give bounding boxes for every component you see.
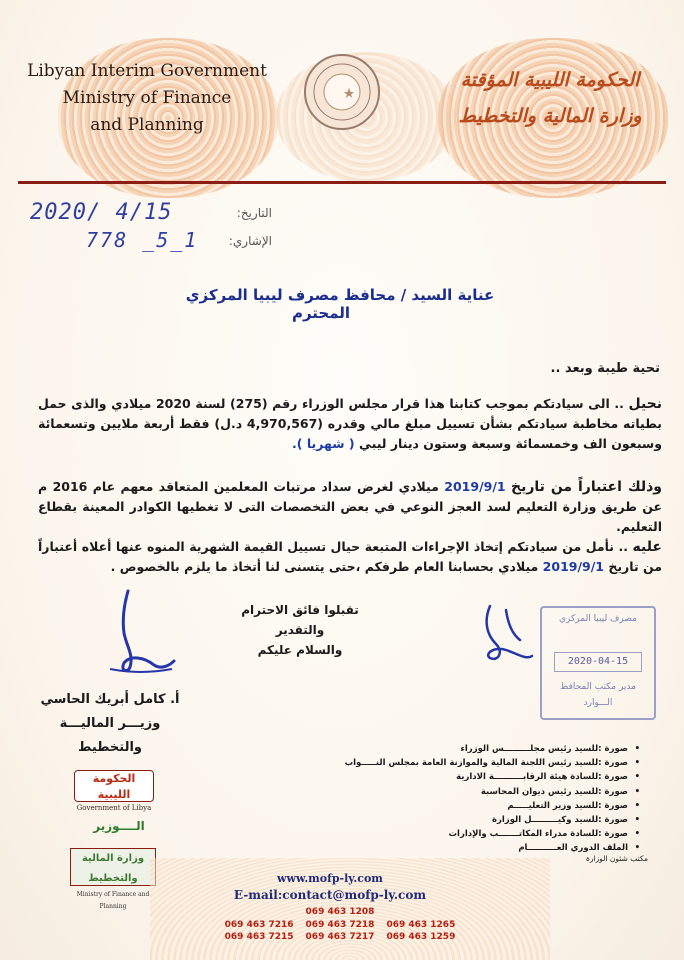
p3-date: 2019/9/1 [538,559,609,574]
phone-numbers [220,906,460,944]
p1-lead: نحيل [628,396,663,412]
cc-item: • صورة :للسيد رئيس ديوان المحاسبة [318,785,640,799]
received-stamp [540,606,656,720]
closing-line2: والسلام عليكم [257,643,343,657]
phone-number: 069 463 1259 [386,932,456,942]
phone-number: 069 463 7218 [305,919,375,930]
handwritten-reference: 778 _5_1 [86,228,199,252]
p1-end: ( شهريا ). [292,436,355,451]
header-en-line3: and Planning [90,115,204,135]
cc-item: • صورة :للسادة هيئة الرقابــــــــــة الادارية [318,770,640,784]
addressee-name: عناية السيد / محافظ مصرف ليبيا المركزي [185,286,495,304]
p2-lead: وذلك اعتباراً من تاريخ [511,479,662,495]
signer-name: أ. كامل أبريك الحاسي [40,692,180,707]
phone-number: 069 463 7217 [305,932,375,942]
gov-libya-logo [74,770,154,812]
header-arabic [430,62,670,134]
p2-text: ميلادي لغرض سداد مرتبات المعلمين المتعاقد معهم عام 2016 م عن طريق وزارة التعليم لسد العجز النوعي في بعض التخصصات التى لا تغطيها الكوادر المعينة بقطاع التعليم. [38,479,662,534]
header-ar-line1: الحكومة الليبية المؤقتة [460,69,640,91]
minister-signature-icon [100,585,180,680]
phone-number: 069 463 7215 [224,932,294,942]
phone-number: 069 463 1208 [305,907,375,917]
phone-row-2 [220,931,460,944]
emblem-seal-icon [302,52,382,132]
stamp-sub: الـــوارد [583,698,613,708]
date-label: التاريخ: [236,206,272,220]
closing-line1: تقبلوا فائق الاحترام والتقدير [241,603,359,637]
mof-logo-ar: وزارة المالية والتخطيط [81,853,145,884]
reference-label: الإشاري: [228,234,272,248]
body-paragraph-3 [38,537,662,577]
minister-logo: الــــوزير [93,819,145,833]
signer-title: وزيـــر الماليـــة والتخطيط [59,716,161,755]
p1-text: .. الى سيادتكم بموجب كتابنا هذا قرار مجلس الوزراء رقم (275) لسنة 2020 ميلادي والذى حمل بطياته مخاطبة سيادتكم بشأن تسييل مبلغ مالي وقدره (4,970,567 د.ل) فقط أربعة ملايين وتسعمائة وسبعون الف وخمسمائة وسبعة وستون دينار ليبي [38,396,662,451]
mof-logo [70,848,156,910]
header-english [22,58,272,139]
greeting: تحية طيبة وبعد .. [550,361,660,376]
cc-office: مكتب شئون الوزارة [586,854,648,863]
header-en-line2: Ministry of Finance [62,88,232,108]
p3-lead: عليه [632,539,662,555]
header-ar-line2: وزارة المالية والتخطيط [458,105,642,127]
stamp-office: مدير مكتب المحافظ [560,682,636,692]
gov-logo-en: Government of Libya [76,804,152,812]
body-paragraph-1 [38,394,662,454]
phone-row-1 [220,919,460,932]
cc-item: • صورة :للسيد رئيس اللجنة المالية والموازنة العامة بمجلس النـــــواب [318,756,640,770]
p3-text1: .. نأمل من سيادتكم إتخاذ الإجراءات المتبعة حيال تسييل القيمة الشهرية المنوه عنها أعلاه أعتباراً من تاريخ [38,539,662,574]
cc-list [318,742,640,856]
mof-logo-en: Ministry of Finance and Planning [76,891,150,910]
addressee [150,286,530,322]
cc-item: • صورة :للسيد رئيس مجلـــــــــس الوزراء [318,742,640,756]
stamp-org: مصرف ليبيا المركزي [559,614,637,624]
email-link[interactable]: E-mail:contact@mofp-ly.com [233,888,427,902]
p2-date: 2019/9/1 [438,479,511,494]
cc-item: • صورة :للسيد وزير التعليـــــم [318,799,640,813]
cc-item: • الملف الدوري العــــــــــام [318,841,640,855]
header-en-line1: Libyan Interim Government [27,61,267,81]
stamp-date: 2020-04-15 [554,652,642,672]
signer-block [40,688,180,760]
closing [235,600,365,660]
p3-text2: ميلادي بحسابنا العام طرفكم ،حتى يتسنى لنا أتخاذ ما يلزم بالخصوص . [110,559,539,574]
phone-row-top [220,906,460,919]
body-paragraph-2 [38,477,662,537]
cc-item: • صورة :للسيد وكيـــــــــل الوزارة [318,813,640,827]
header-divider [18,181,666,184]
gov-logo-ar: الحكومة الليبية [92,772,136,801]
cc-item: • صورة :للسادة مدراء المكاتـــــــب والإدارات [318,827,640,841]
website-link[interactable]: www.mofp-ly.com [277,872,383,885]
phone-number: 069 463 1265 [386,919,456,930]
handwritten-date: 2020/ 4/15 [30,200,173,225]
receiver-signature-icon [476,600,536,670]
phone-number: 069 463 7216 [224,919,294,930]
addressee-honorific: المحترم [291,304,351,322]
